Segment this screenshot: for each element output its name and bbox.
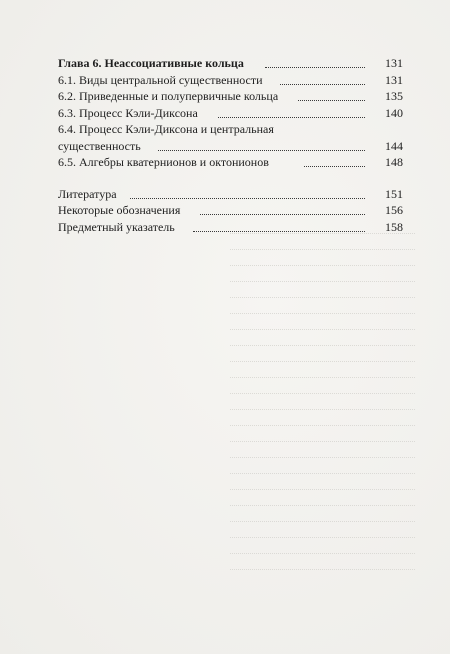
- toc-chapter-6: [58, 55, 403, 72]
- toc-spacer: [58, 171, 403, 186]
- toc-section-6-5: [58, 154, 403, 171]
- dot-leader: [280, 82, 365, 85]
- dot-leader: [130, 196, 365, 199]
- toc-section-6-4: [58, 121, 403, 154]
- toc-section-6-1: [58, 72, 403, 89]
- toc-entry-title: 6.5. Алгебры кватернионов и октонионов: [58, 155, 269, 169]
- toc-entry-title: Глава 6. Неассоциативные кольца: [58, 56, 244, 70]
- toc-entry-title: 6.1. Виды центральной существенности: [58, 72, 263, 87]
- toc-entry-title: 6.2. Приведенные и полупервичные кольца: [58, 89, 279, 103]
- dot-leader: [298, 98, 365, 101]
- toc-page-number: 151: [385, 186, 403, 201]
- toc-entry-title-line1: 6.4. Процесс Кэли-Диксона и центральная: [58, 122, 274, 136]
- dot-leader: [265, 65, 365, 68]
- dot-leader: [304, 164, 365, 167]
- toc-entry-title: 6.3. Процесс Кэли-Диксона: [58, 105, 198, 120]
- toc-page-number: 140: [385, 105, 403, 120]
- toc-page-number: 148: [385, 155, 403, 169]
- table-of-contents: [58, 55, 403, 235]
- show-through-text: [230, 218, 415, 570]
- toc-page-number: 144: [385, 138, 403, 153]
- dot-leader: [158, 148, 365, 151]
- dot-leader: [218, 115, 365, 118]
- toc-bibliography: [58, 186, 403, 203]
- toc-page-number: 131: [385, 72, 403, 87]
- toc-page-number: 135: [385, 89, 403, 103]
- toc-page-number: 158: [385, 219, 403, 234]
- toc-section-6-2: [58, 88, 403, 105]
- dot-leader: [200, 212, 365, 215]
- toc-entry-title: Некоторые обозначения: [58, 203, 181, 217]
- toc-notations: [58, 202, 403, 219]
- toc-subject-index: [58, 219, 403, 236]
- dot-leader: [193, 229, 365, 232]
- toc-page-number: 156: [385, 203, 403, 217]
- toc-entry-title: Предметный указатель: [58, 219, 175, 234]
- toc-section-6-3: [58, 105, 403, 122]
- toc-entry-title-line2: существенность: [58, 138, 141, 153]
- toc-entry-title: Литература: [58, 186, 117, 201]
- toc-page-number: 131: [385, 56, 403, 70]
